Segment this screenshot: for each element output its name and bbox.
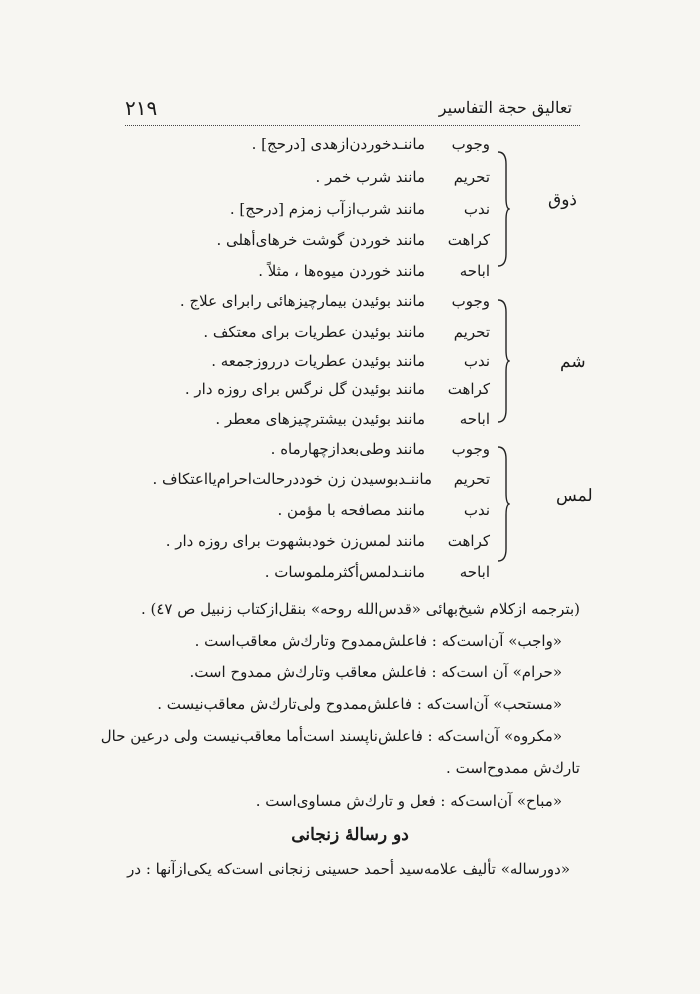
row-text: مانند لمس‌زن خودبشهوت برای روزه دار . <box>165 532 425 550</box>
row-text: ماننـدبوسيدن زن خوددرحالت‌احرام‌يااعتكاف . <box>152 470 432 488</box>
row-text: مانند بوئيدن بيمارچيزهائی رابرای علاج . <box>179 292 425 310</box>
row-text: ماننـدلمس‌أكثرملموسات . <box>264 563 425 581</box>
brace-icon <box>496 150 510 268</box>
paragraph: تارك‌ش ممدوح‌است . <box>446 759 580 777</box>
group-label-lams: لمس <box>556 486 593 506</box>
section-title: دو رسالۀ زنجانی <box>291 825 409 845</box>
row-label: تحريم <box>453 168 490 186</box>
brace-icon <box>496 445 510 563</box>
row-label: اباحه <box>459 563 490 581</box>
row-text: مانند بوئيدن عطريات درروزجمعه . <box>211 352 425 370</box>
row-label: اباحه <box>459 410 490 428</box>
row-text: مانند بوئيدن عطريات برای معتكف . <box>203 323 425 341</box>
running-title: تعاليق حجة التفاسير <box>438 98 572 117</box>
row-label: وجوب <box>451 292 490 310</box>
row-text: مانند وطی‌بعدازچهارماه . <box>270 440 425 458</box>
paragraph: «حرام» آن است‌كه : فاعلش معاقب وتارك‌ش ممدوح است. <box>189 663 562 681</box>
row-label: وجوب <box>451 440 490 458</box>
row-text: ماننـدخوردن‌ازهدی [درحج] . <box>251 135 425 153</box>
group-label-zowq: ذوق <box>548 190 577 210</box>
row-text: مانند خوردن گوشت خرهای‌أهلی . <box>216 231 425 249</box>
row-label: كراهت <box>447 380 490 398</box>
header-rule <box>125 125 580 126</box>
row-text: مانند خوردن ميوه‌ها ، مثلاً . <box>258 262 425 280</box>
paragraph: (بترجمه ازكلام شيخ‌بهائی «قدس‌الله روحه» بنقل‌ازكتاب زنبيل ص ٤٧) . <box>140 600 580 618</box>
paragraph: «مكروه» آن‌است‌كه : فاعلش‌ناپسند است‌أما معاقب‌نيست ولی درعين حال <box>100 727 562 745</box>
row-text: مانند مصافحه با مؤمن . <box>277 501 425 519</box>
row-label: ندب <box>463 501 490 519</box>
row-label: وجوب <box>451 135 490 153</box>
row-label: تحريم <box>453 470 490 488</box>
row-label: ندب <box>463 200 490 218</box>
brace-icon <box>496 298 510 424</box>
page-number: ٢١٩ <box>125 96 158 120</box>
row-label: كراهت <box>447 532 490 550</box>
paragraph: «دورساله» تأليف علامه‌سيد أحمد حسينی زنجانی است‌كه يكی‌ازآنها : در <box>127 860 570 878</box>
row-text: مانند شرب خمر . <box>315 168 425 186</box>
row-text: مانند شرب‌ازآب زمزم [درحج] . <box>229 200 425 218</box>
row-label: اباحه <box>459 262 490 280</box>
row-label: تحريم <box>453 323 490 341</box>
row-text: مانند بوئيدن بيشترچيزهای معطر . <box>215 410 425 428</box>
row-label: كراهت <box>447 231 490 249</box>
paragraph: «واجب» آن‌است‌كه : فاعلش‌ممدوح وتارك‌ش معاقب‌است . <box>194 632 562 650</box>
paragraph: «مباح» آن‌است‌كه : فعل و تارك‌ش مساوی‌است . <box>255 792 562 810</box>
group-label-shamm: شم <box>560 352 586 372</box>
paragraph: «مستحب» آن‌است‌كه : فاعلش‌ممدوح ولی‌تارك‌ش معاقب‌نيست . <box>157 695 562 713</box>
row-label: ندب <box>463 352 490 370</box>
row-text: مانند بوئيدن گل نرگس برای روزه دار . <box>184 380 425 398</box>
